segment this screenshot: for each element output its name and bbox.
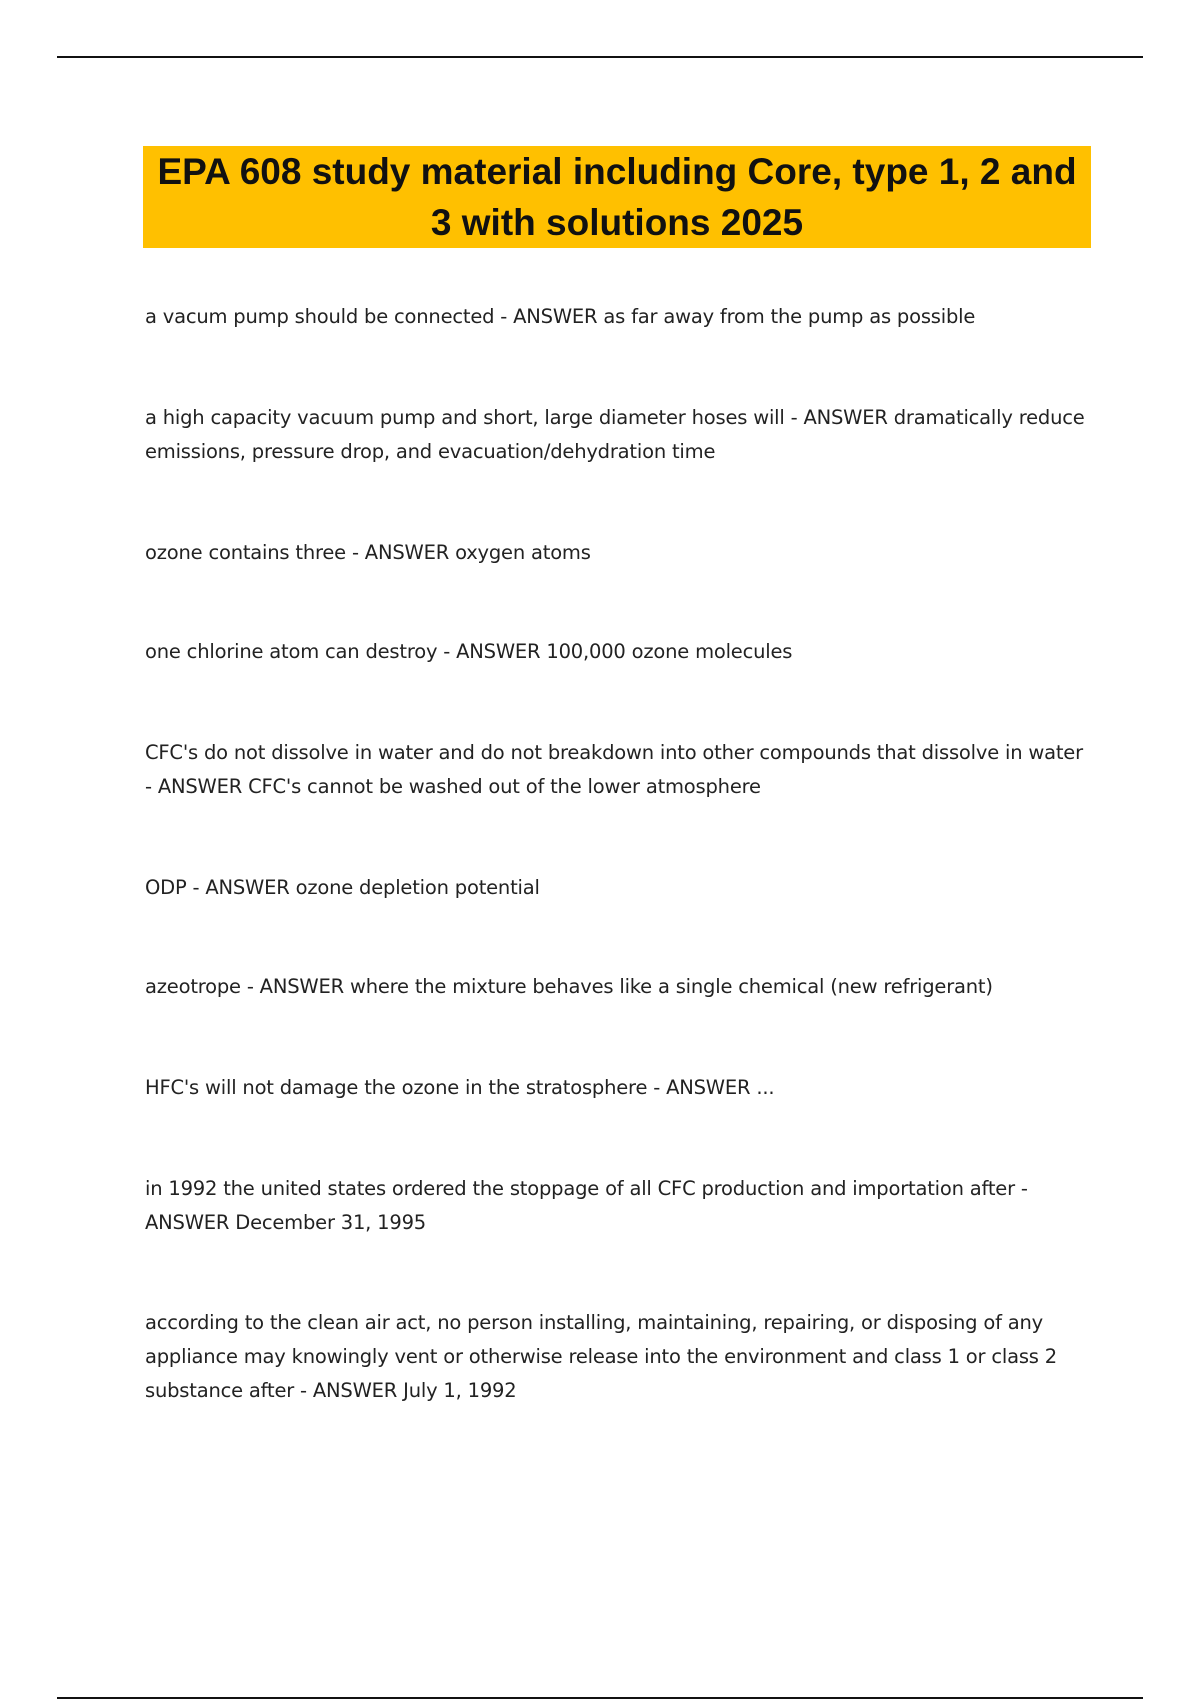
- qa-item: ozone contains three - ANSWER oxygen atoms: [145, 541, 591, 564]
- bottom-rule: [57, 1697, 1143, 1699]
- title-banner: [143, 146, 1091, 248]
- qa-item: ODP - ANSWER ozone depletion potential: [145, 876, 540, 899]
- document-title: EPA 608 study material including Core, type 1, 2 and 3 with solutions 2025: [157, 151, 1077, 243]
- qa-item: a high capacity vacuum pump and short, large diameter hoses will - ANSWER dramatically reduce emissions, pressure drop, and evacuation/dehydration time: [145, 406, 1085, 463]
- qa-item: a vacum pump should be connected - ANSWER as far away from the pump as possible: [145, 305, 976, 328]
- qa-item: azeotrope - ANSWER where the mixture behaves like a single chemical (new refrigerant): [145, 975, 993, 998]
- qa-item: according to the clean air act, no person installing, maintaining, repairing, or disposing of any appliance may knowingly vent or otherwise release into the environment and class 1 or class 2 substance after - ANSWER July 1, 1992: [145, 1311, 1057, 1402]
- top-rule: [57, 56, 1143, 58]
- qa-item: HFC's will not damage the ozone in the stratosphere - ANSWER ...: [145, 1076, 775, 1099]
- qa-item: one chlorine atom can destroy - ANSWER 100,000 ozone molecules: [145, 640, 793, 663]
- qa-item: CFC's do not dissolve in water and do not breakdown into other compounds that dissolve in water - ANSWER CFC's cannot be washed out of the lower atmosphere: [145, 741, 1083, 798]
- qa-item: in 1992 the united states ordered the stoppage of all CFC production and importation after - ANSWER December 31, 1995: [145, 1177, 1028, 1234]
